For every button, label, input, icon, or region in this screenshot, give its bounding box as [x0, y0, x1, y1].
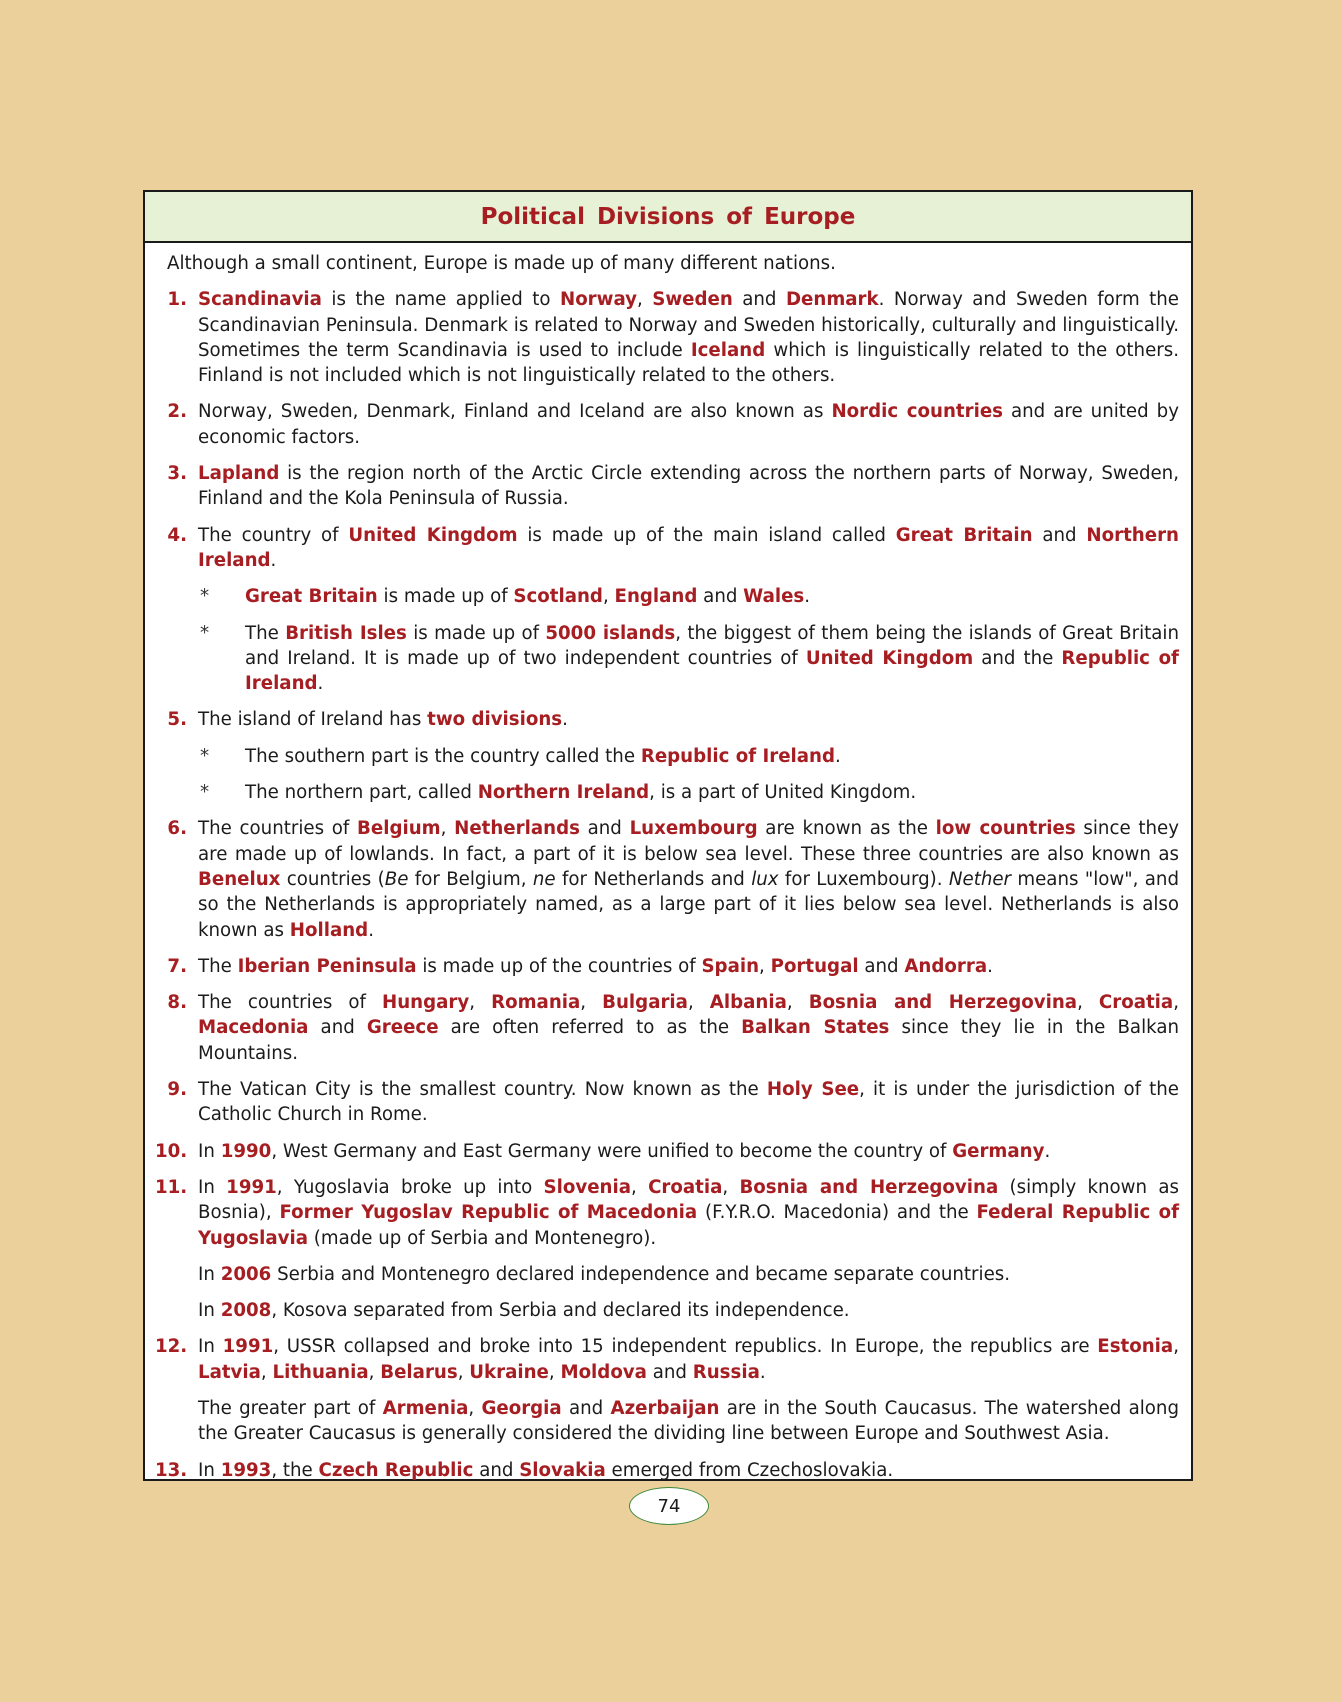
keyword: 2008: [220, 1300, 272, 1322]
keyword: 1993: [220, 1459, 272, 1481]
keyword: Spain: [701, 955, 760, 977]
keyword: Croatia: [1098, 992, 1174, 1014]
keyword: Republic of Ireland: [640, 745, 836, 767]
keyword: Lithuania: [272, 1361, 369, 1383]
keyword: England: [614, 586, 698, 608]
keyword: Estonia: [1097, 1336, 1174, 1358]
keyword: Hungary: [382, 992, 470, 1014]
bullet-marker: *: [200, 586, 210, 608]
italic-term: lux: [751, 868, 779, 890]
keyword: 2006: [220, 1263, 272, 1285]
keyword: Georgia: [481, 1397, 562, 1419]
item-number: 3.: [167, 463, 187, 485]
list-item: [155, 954, 1179, 979]
bullet-marker: *: [200, 622, 210, 644]
italic-term: ne: [532, 868, 556, 890]
keyword: Sweden: [652, 289, 733, 311]
keyword: Andorra: [904, 955, 988, 977]
page-title: Political Divisions of Europe: [480, 203, 856, 230]
list-item: [155, 287, 1179, 388]
sub-bullet: [198, 780, 1179, 805]
keyword: British Isles: [285, 622, 407, 644]
page-number-badge: [629, 1487, 709, 1525]
item-number: 10.: [155, 1140, 188, 1162]
item-number: 11.: [155, 1176, 188, 1198]
item-body: [198, 816, 1179, 942]
item-body: [198, 707, 1179, 805]
keyword: two divisions: [427, 709, 563, 731]
keyword: Russia: [692, 1361, 760, 1383]
content-box: [143, 190, 1193, 1481]
keyword: Northern Ireland: [198, 524, 1180, 571]
keyword: Scandinavia: [198, 289, 322, 311]
keyword: Holland: [289, 919, 369, 941]
title-bar: [145, 192, 1191, 243]
content-body: [145, 243, 1191, 1483]
list-item: [155, 707, 1179, 805]
item-body: [198, 1175, 1179, 1323]
item-text: In 1993, the Czech Republic and Slovakia emerged from Czechoslovakia.: [198, 1459, 894, 1481]
item-number: 1.: [167, 289, 187, 311]
list-item: [155, 1175, 1179, 1323]
keyword: Nordic countries: [831, 401, 1003, 423]
keyword: Iberian Peninsula: [237, 955, 417, 977]
item-text: In 1991, Yugoslavia broke up into Slovenia, Croatia, Bosnia and Herzegovina (simply known as Bosnia), Former Yugoslav Republic of Macedonia (F.Y.R.O. Macedonia) and the Federal Republic of Yugoslavia (made up of Serbia and Montenegro).: [198, 1176, 1180, 1249]
keyword: Belgium: [357, 818, 441, 840]
item-text: In 1991, USSR collapsed and broke into 15 independent republics. In Europe, the republics are Estonia, Latvia, Lithuania, Belarus, Ukraine, Moldova and Russia.: [198, 1336, 1179, 1383]
sub-bullet-text: The northern part, called Northern Ireland, is a part of United Kingdom.: [245, 782, 917, 804]
item-text: The island of Ireland has two divisions.: [198, 709, 568, 731]
item-text: Scandinavia is the name applied to Norway, Sweden and Denmark. Norway and Sweden form the Scandinavian Peninsula. Denmark is related to Norway and Sweden historically, culturally and linguistically. Sometimes the term Scandinavia is used to include Iceland which is linguistically related to the others. Finland is not included which is not linguistically related to the others.: [198, 289, 1180, 387]
item-number: 9.: [167, 1079, 187, 1101]
keyword: Moldova: [560, 1361, 647, 1383]
item-body: [198, 523, 1179, 697]
keyword: Azerbaijan: [610, 1397, 720, 1419]
item-body: [198, 1334, 1179, 1446]
item-text: In 1990, West Germany and East Germany were unified to become the country of Germany.: [198, 1140, 1051, 1162]
item-text: The countries of Hungary, Romania, Bulgaria, Albania, Bosnia and Herzegovina, Croatia, Macedonia and Greece are often referred to as the Balkan States since they lie in the Balkan Mountains.: [198, 992, 1180, 1064]
list-item: [155, 1077, 1179, 1128]
item-body: [198, 399, 1179, 450]
keyword: Wales: [743, 586, 805, 608]
item-number: 12.: [155, 1336, 188, 1358]
item-number: 6.: [167, 818, 187, 840]
keyword: Bulgaria: [602, 992, 688, 1014]
keyword: 1990: [220, 1140, 272, 1162]
list-item: [155, 1334, 1179, 1446]
item-body: [198, 287, 1179, 388]
item-paragraph: In 2006 Serbia and Montenegro declared independence and became separate countries.: [198, 1263, 1011, 1285]
item-text: The Vatican City is the smallest country. Now known as the Holy See, it is under the jurisdiction of the Catholic Church in Rome.: [198, 1079, 1179, 1126]
keyword: 1991: [222, 1336, 274, 1358]
keyword: Belarus: [380, 1361, 458, 1383]
list-item: [155, 461, 1179, 512]
item-paragraph: The greater part of Armenia, Georgia and Azerbaijan are in the South Caucasus. The watershed along the Greater Caucasus is generally considered the dividing line between Europe and Southwest Asia.: [198, 1397, 1179, 1445]
item-number: 2.: [167, 401, 187, 423]
keyword: Slovakia: [519, 1459, 606, 1481]
list-item: [155, 816, 1179, 942]
italic-term: Nether: [948, 868, 1012, 890]
item-body: [198, 1139, 1179, 1164]
item-text: Lapland is the region north of the Arctic Circle extending across the northern parts of Norway, Sweden, Finland and the Kola Peninsula of Russia.: [198, 463, 1179, 510]
italic-term: Be: [384, 868, 409, 890]
list-item: [155, 1139, 1179, 1164]
sub-bullet: [198, 584, 1179, 609]
bullet-marker: *: [200, 745, 210, 767]
keyword: Ukraine: [469, 1361, 549, 1383]
item-text: Norway, Sweden, Denmark, Finland and Iceland are also known as Nordic countries and are united by economic factors.: [198, 401, 1179, 448]
item-body: [198, 990, 1179, 1066]
item-number: 5.: [167, 709, 187, 731]
keyword: Czech Republic: [318, 1459, 474, 1481]
item-body: [198, 1458, 1179, 1483]
keyword: Scotland: [513, 586, 603, 608]
keyword: Great Britain: [245, 586, 378, 608]
keyword: Northern Ireland: [477, 782, 650, 804]
keyword: Republic of Ireland: [245, 647, 1179, 695]
list-item: [155, 399, 1179, 450]
item-body: [198, 954, 1179, 979]
keyword: Denmark: [785, 289, 879, 311]
item-text: The countries of Belgium, Netherlands and Luxembourg are known as the low countries since they are made up of lowlands. In fact, a part of it is below sea level. These three countries are also known as Benelux countries (Be for Belgium, ne for Netherlands and lux for Luxembourg). Nether means "low", and so the Netherlands is appropriately named, as a large part of it lies below sea level. Netherlands is also known as Holland.: [198, 818, 1179, 941]
keyword: 1991: [226, 1176, 277, 1198]
page-number: 74: [657, 1495, 681, 1517]
keyword: Former Yugoslav Republic of Macedonia: [279, 1202, 698, 1224]
item-number: 7.: [167, 955, 187, 977]
keyword: Lapland: [198, 463, 280, 485]
sub-bullet-text: The British Isles is made up of 5000 islands, the biggest of them being the islands of Great Britain and Ireland. It is made up of two independent countries of United Kingdom and the Republic of Ireland.: [245, 622, 1180, 695]
keyword: 5000 islands: [545, 622, 676, 644]
keyword: Macedonia: [198, 1017, 309, 1039]
list-item: [155, 1458, 1179, 1483]
item-number: 13.: [155, 1459, 188, 1481]
item-number: 8.: [167, 992, 187, 1014]
keyword: Federal Republic of Yugoslavia: [198, 1202, 1180, 1249]
keyword: Netherlands: [454, 818, 580, 840]
keyword: Albania: [709, 992, 787, 1014]
keyword: Croatia: [648, 1176, 723, 1198]
item-text: The country of United Kingdom is made up of the main island called Great Britain and Northern Ireland.: [198, 524, 1180, 571]
item-text: The Iberian Peninsula is made up of the countries of Spain, Portugal and Andorra.: [198, 955, 993, 977]
keyword: Romania: [491, 992, 581, 1014]
sub-bullet-text: The southern part is the country called the Republic of Ireland.: [245, 745, 841, 767]
keyword: Balkan States: [741, 1017, 890, 1039]
keyword: Latvia: [198, 1361, 261, 1383]
keyword: Armenia: [382, 1397, 469, 1419]
keyword: Slovenia: [543, 1176, 632, 1198]
bullet-marker: *: [200, 782, 210, 804]
item-body: [198, 1077, 1179, 1128]
keyword: Bosnia and Herzegovina: [739, 1176, 999, 1198]
numbered-list: [155, 287, 1179, 1483]
keyword: Benelux: [198, 868, 281, 890]
keyword: Luxembourg: [629, 818, 758, 840]
keyword: Bosnia and Herzegovina: [808, 992, 1078, 1014]
sub-bullet: [198, 621, 1179, 697]
keyword: Great Britain: [895, 524, 1033, 546]
list-item: [155, 523, 1179, 697]
keyword: Germany: [952, 1140, 1045, 1162]
item-body: [198, 461, 1179, 512]
item-paragraph: In 2008, Kosova separated from Serbia and declared its independence.: [198, 1300, 850, 1322]
keyword: Greece: [366, 1017, 439, 1039]
item-number: 4.: [167, 524, 187, 546]
intro-text: Although a small continent, Europe is made up of many different nations.: [167, 253, 836, 274]
sub-bullet-text: Great Britain is made up of Scotland, England and Wales.: [245, 586, 811, 608]
keyword: United Kingdom: [348, 524, 518, 546]
keyword: Norway: [559, 289, 638, 311]
sub-bullet: [198, 744, 1179, 769]
keyword: United Kingdom: [805, 647, 974, 669]
keyword: Portugal: [770, 955, 859, 977]
list-item: [155, 990, 1179, 1066]
keyword: Holy See: [766, 1079, 860, 1101]
keyword: Iceland: [690, 339, 766, 361]
keyword: low countries: [935, 818, 1076, 840]
